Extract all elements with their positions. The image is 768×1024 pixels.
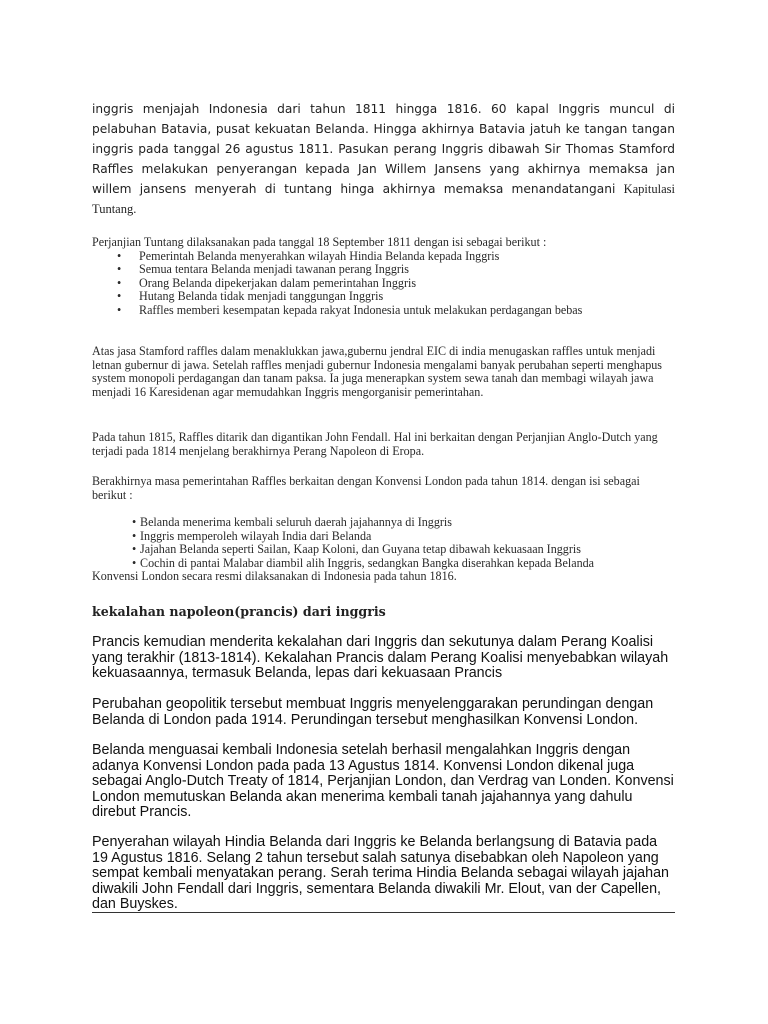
london-closing: Konvensi London secara resmi dilaksanakan di Indonesia pada tahun 1816. bbox=[92, 569, 457, 583]
list-item: • Jajahan Belanda seperti Sailan, Kaap Koloni, dan Guyana tetap dibawah kekuasaan Inggris bbox=[92, 543, 675, 557]
intro-tail: Kapitulasi Tuntang. bbox=[92, 182, 675, 217]
section-body bbox=[92, 835, 675, 913]
intro-text: inggris menjajah Indonesia dari tahun 1811 hingga 1816. 60 kapal Inggris muncul di pelabuhan Batavia, pusat kekuatan Belanda. Hingga akhirnya Batavia jatuh ke tangan tangan inggris pada tanggal 26 agustus 1811. Pasukan perang Inggris dibawah Sir Thomas Stamford Raffles melakukan penyerangan kepada Jan Willem Jansens yang akhirnya memaksa jan willem jansens menyerah di tuntang hinga akhirnya memaksa menandatangani bbox=[92, 102, 675, 197]
list-item: • Belanda menerima kembali seluruh daerah jajahannya di Inggris bbox=[92, 516, 675, 530]
london-section bbox=[92, 475, 675, 584]
list-item: • Orang Belanda dipekerjakan dalam pemerintahan Inggris bbox=[92, 277, 675, 291]
raffles-paragraph: Atas jasa Stamford raffles dalam menaklukkan jawa,gubernu jendral EIC di india menugaskan raffles untuk menjadi letnan gubernur di jawa. Setelah raffles menjadi gubernur Indonesia mengalami banyak perubahan seperti menghapus system monopoli perdagangan dan tanam paksa. Ia juga menerapkan system sewa tanah dan membagi wilayah jawa menjadi 16 Karesidenan agar memudahkan Inggris mengorganisir pemerintahan. bbox=[92, 344, 663, 399]
list-item: • Hutang Belanda tidak menjadi tanggungan Inggris bbox=[92, 290, 675, 304]
list-item: • Raffles memberi kesempatan kepada rakyat Indonesia untuk melakukan perdagangan bebas bbox=[92, 304, 675, 318]
tuntang-intro: Perjanjian Tuntang dilaksanakan pada tanggal 18 September 1811 dengan isi sebagai berikut : bbox=[92, 235, 547, 249]
list-item: • Cochin di pantai Malabar diambil alih Inggris, sedangkan Bangka diserahkan kepada Belanda bbox=[92, 557, 675, 571]
body-paragraph: Belanda menguasai kembali Indonesia setelah berhasil mengalahkan Inggris dengan adanya Konvensi London pada pada 13 Agustus 1814. Konvensi London dikenal juga sebagai Anglo-Dutch Treaty of 1814, Perjanjian London, dan Verdrag van Londen. Konvensi London memutuskan Belanda akan menerima kembali tanah jajahannya yang dahulu direbut Prancis. bbox=[92, 742, 674, 821]
body-paragraph: Penyerahan wilayah Hindia Belanda dari Inggris ke Belanda berlangsung di Batavia pada 19 Agustus 1816. Selang 2 tahun tersebut salah satunya disebabkan oleh Napoleon yang sempat kembali menyatakan perang. Serah terima Hindia Belanda sebagai wilayah jajahan diwakili John Fendall dari Inggris, sementara Belanda diwakili Mr. Elout, van der Capellen, dan Buyskes. bbox=[92, 834, 669, 913]
tuntang-list bbox=[92, 250, 675, 318]
body-paragraph: Prancis kemudian menderita kekalahan dari Inggris dan sekutunya dalam Perang Koalisi yang terakhir (1813-1814). Kekalahan Prancis dalam Perang Koalisi menyebabkan wilayah kekuasaannya, termasuk Belanda, lepas dari kekuasaan Prancis bbox=[92, 634, 669, 682]
list-item: • Pemerintah Belanda menyerahkan wilayah Hindia Belanda kepada Inggris bbox=[92, 250, 675, 264]
london-list bbox=[92, 516, 675, 570]
list-item: • Inggris memperoleh wilayah India dari Belanda bbox=[92, 530, 675, 544]
section-heading: kekalahan napoleon(prancis) dari inggris bbox=[92, 604, 386, 619]
list-item: • Semua tentara Belanda menjadi tawanan perang Inggris bbox=[92, 263, 675, 277]
tuntang-section bbox=[92, 236, 675, 317]
section-body bbox=[92, 743, 675, 821]
fendall-paragraph: Pada tahun 1815, Raffles ditarik dan digantikan John Fendall. Hal ini berkaitan dengan Perjanjian Anglo-Dutch yang terjadi pada 1814 menjelang berakhirnya Perang Napoleon di Eropa. bbox=[92, 430, 658, 458]
bottom-rule bbox=[92, 912, 675, 913]
section-body bbox=[92, 697, 675, 728]
london-intro: Berakhirnya masa pemerintahan Raffles berkaitan dengan Konvensi London pada tahun 1814. dengan isi sebagai berikut : bbox=[92, 474, 640, 502]
body-paragraph: Perubahan geopolitik tersebut membuat Inggris menyelenggarakan perundingan dengan Belanda di London pada 1914. Perundingan tersebut menghasilkan Konvensi London. bbox=[92, 696, 654, 728]
intro-paragraph bbox=[92, 99, 675, 219]
section-body bbox=[92, 635, 675, 682]
